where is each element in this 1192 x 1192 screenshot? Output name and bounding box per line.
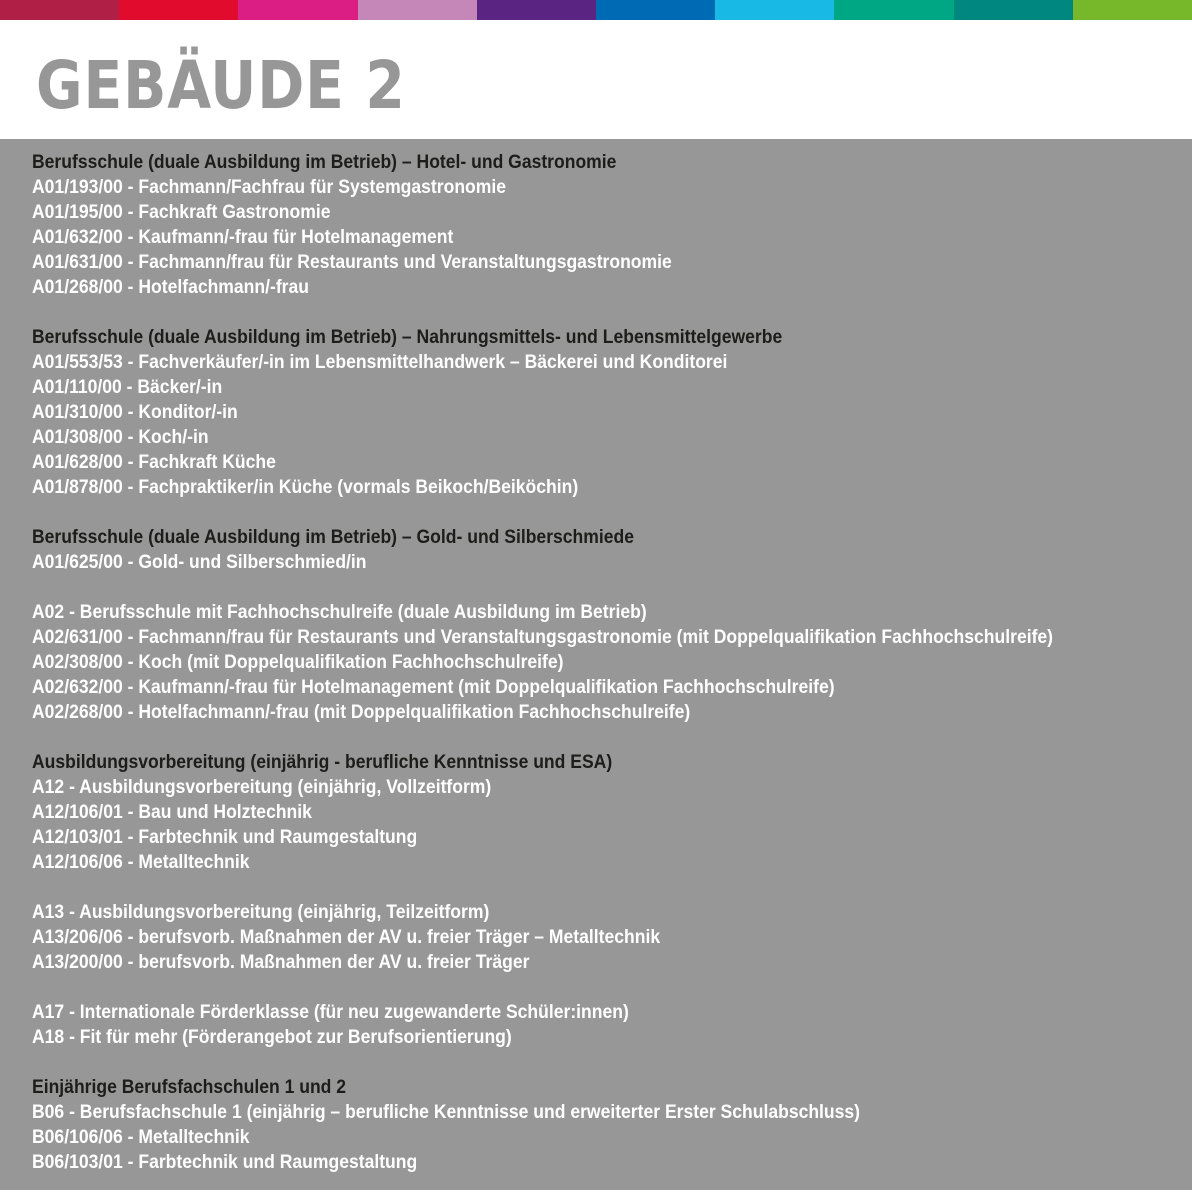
- program-section: [32, 525, 1182, 575]
- color-segment: [596, 0, 715, 20]
- section-heading: Berufsschule (duale Ausbildung im Betrieb) – Nahrungsmittels- und Lebensmittelgewerbe: [32, 326, 783, 348]
- program-item: A12/106/06 - Metalltechnik: [32, 851, 250, 873]
- program-item: A17 - Internationale Förderklasse (für neu zugewanderte Schüler:innen): [32, 1001, 629, 1023]
- program-section: [32, 1075, 1182, 1175]
- program-item: A01/631/00 - Fachmann/frau für Restaurants und Veranstaltungsgastronomie: [32, 251, 672, 273]
- color-segment: [238, 0, 357, 20]
- color-segment: [358, 0, 477, 20]
- color-segment: [477, 0, 596, 20]
- program-item: A02 - Berufsschule mit Fachhochschulreife (duale Ausbildung im Betrieb): [32, 601, 647, 623]
- program-section: [32, 325, 1182, 500]
- color-segment: [119, 0, 238, 20]
- program-section: [32, 150, 1182, 300]
- program-item: A01/195/00 - Fachkraft Gastronomie: [32, 201, 331, 223]
- program-item: A12/106/01 - Bau und Holztechnik: [32, 801, 312, 823]
- program-item: A01/268/00 - Hotelfachmann/-frau: [32, 276, 309, 298]
- color-segment: [0, 0, 119, 20]
- program-item: A01/632/00 - Kaufmann/-frau für Hotelmanagement: [32, 226, 454, 248]
- program-item: A01/553/53 - Fachverkäufer/-in im Lebensmittelhandwerk – Bäckerei und Konditorei: [32, 351, 728, 373]
- section-spacer: [32, 500, 1182, 525]
- program-item: A12/103/01 - Farbtechnik und Raumgestaltung: [32, 826, 418, 848]
- section-spacer: [32, 575, 1182, 600]
- program-item: B06/106/06 - Metalltechnik: [32, 1126, 250, 1148]
- program-item: A13/200/00 - berufsvorb. Maßnahmen der AV u. freier Träger: [32, 951, 530, 973]
- section-heading: Berufsschule (duale Ausbildung im Betrieb) – Hotel- und Gastronomie: [32, 151, 617, 173]
- program-item: A13 - Ausbildungsvorbereitung (einjährig, Teilzeitform): [32, 901, 490, 923]
- section-heading: Berufsschule (duale Ausbildung im Betrieb) – Gold- und Silberschmiede: [32, 526, 634, 548]
- program-item: B06/103/01 - Farbtechnik und Raumgestaltung: [32, 1151, 418, 1173]
- color-strip: [0, 0, 1192, 20]
- program-item: A02/268/00 - Hotelfachmann/-frau (mit Doppelqualifikation Fachhochschulreife): [32, 701, 691, 723]
- program-section: [32, 750, 1182, 875]
- program-item: A02/308/00 - Koch (mit Doppelqualifikation Fachhochschulreife): [32, 651, 564, 673]
- color-segment: [834, 0, 953, 20]
- program-item: A12 - Ausbildungsvorbereitung (einjährig, Vollzeitform): [32, 776, 492, 798]
- program-item: A01/308/00 - Koch/-in: [32, 426, 209, 448]
- program-item: A01/628/00 - Fachkraft Küche: [32, 451, 276, 473]
- program-item: A01/193/00 - Fachmann/Fachfrau für Systemgastronomie: [32, 176, 507, 198]
- color-segment: [954, 0, 1073, 20]
- program-item: A01/625/00 - Gold- und Silberschmied/in: [32, 551, 367, 573]
- program-item: A02/631/00 - Fachmann/frau für Restaurants und Veranstaltungsgastronomie (mit Doppelqualifikation Fachhochschulreife): [32, 626, 1054, 648]
- section-spacer: [32, 725, 1182, 750]
- section-heading: Einjährige Berufsfachschulen 1 und 2: [32, 1076, 347, 1098]
- program-section: [32, 600, 1182, 725]
- section-spacer: [32, 875, 1182, 900]
- page-title: GEBÄUDE 2: [36, 47, 406, 124]
- color-segment: [715, 0, 834, 20]
- program-item: A02/632/00 - Kaufmann/-frau für Hotelmanagement (mit Doppelqualifikation Fachhochschulreife): [32, 676, 835, 698]
- section-spacer: [32, 300, 1182, 325]
- program-item: A01/310/00 - Konditor/-in: [32, 401, 238, 423]
- color-segment: [1073, 0, 1192, 20]
- program-list-panel: [0, 139, 1192, 1190]
- program-item: A13/206/06 - berufsvorb. Maßnahmen der AV u. freier Träger – Metalltechnik: [32, 926, 661, 948]
- program-section: [32, 1000, 1182, 1050]
- program-section: [32, 900, 1182, 975]
- program-item: A18 - Fit für mehr (Förderangebot zur Berufsorientierung): [32, 1026, 512, 1048]
- section-heading: Ausbildungsvorbereitung (einjährig - berufliche Kenntnisse und ESA): [32, 751, 613, 773]
- program-item: A01/110/00 - Bäcker/-in: [32, 376, 223, 398]
- program-item: B06 - Berufsfachschule 1 (einjährig – berufliche Kenntnisse und erweiterter Erster Schulabschluss): [32, 1101, 861, 1123]
- section-spacer: [32, 1050, 1182, 1075]
- program-list: [32, 150, 1182, 1175]
- section-spacer: [32, 975, 1182, 1000]
- program-item: A01/878/00 - Fachpraktiker/in Küche (vormals Beikoch/Beiköchin): [32, 476, 579, 498]
